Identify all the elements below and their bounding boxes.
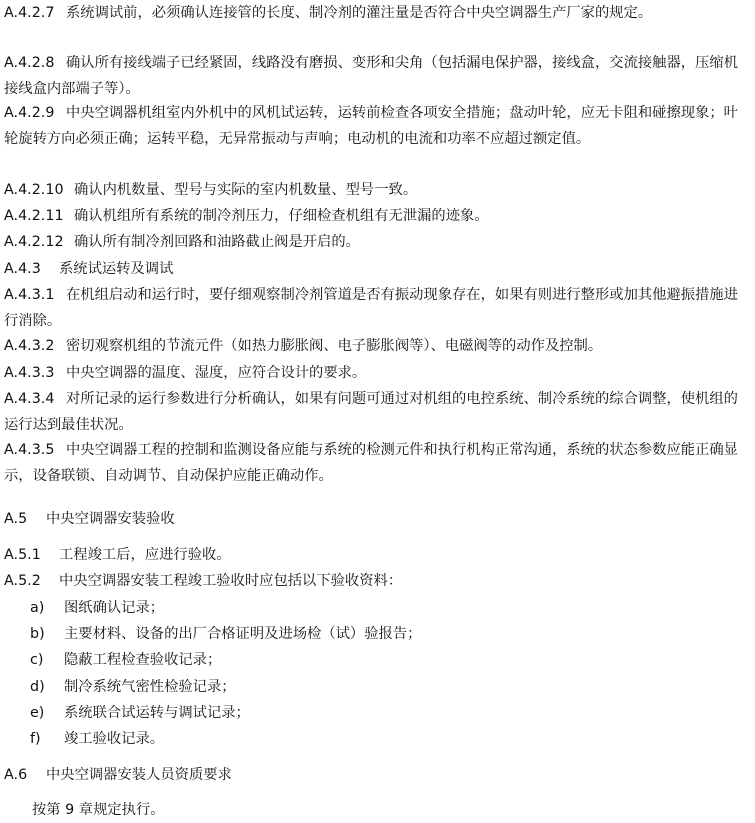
clause-a52 [4,568,749,594]
heading-a6 [4,762,749,788]
list-marker: e) [30,705,45,721]
clause-number: A.4.2.10 [4,182,64,198]
list-item [30,595,164,621]
heading-a5 [4,506,749,532]
clause-text: 确认所有制冷剂回路和油路截止阀是开启的。 [74,234,360,250]
clause-text: 中央空调器的温度、湿度，应符合设计的要求。 [66,365,367,381]
list-item [30,674,236,700]
clause-number: A.4.2.7 [4,5,55,21]
clause-text: 在机组启动和运行时，要仔细观察制冷剂管道是否有振动现象存在，如果有则进行整形或加其他避振措施进行消除。 [4,287,738,329]
clause-number: A.4.2.9 [4,105,55,121]
section-number: A.6 [4,767,28,783]
section-number: A.4.3 [4,261,41,277]
clause-number: A.4.3.2 [4,338,55,354]
clause-a433 [4,360,749,386]
clause-a51 [4,542,749,568]
clause-a428 [4,50,749,102]
clause-number: A.4.2.12 [4,234,64,250]
section-title: 系统试运转及调试 [59,261,174,277]
section-title: 中央空调器安装验收 [46,511,175,527]
clause-text: 对所记录的运行参数进行分析确认，如果有问题可通过对机组的电控系统、制冷系统的综合调整，使机组的运行达到最佳状况。 [4,391,738,433]
heading-a43 [4,256,749,282]
clause-number: A.4.3.5 [4,442,55,458]
clause-text: 确认内机数量、型号与实际的室内机数量、型号一致。 [74,182,418,198]
list-marker: a) [30,600,45,616]
list-item [30,726,164,752]
list-text: 图纸确认记录； [64,600,165,616]
clause-number: A.5.2 [4,573,41,589]
list-item [30,700,250,726]
clause-number: A.4.3.4 [4,391,55,407]
clause-a4211 [4,203,749,229]
clause-a4212 [4,229,749,255]
list-marker: c) [30,652,44,668]
clause-a435 [4,437,749,489]
clause-a432 [4,333,749,359]
clause-number: A.4.2.11 [4,208,64,224]
clause-text: 工程竣工后，应进行验收。 [59,547,231,563]
list-text: 竣工验收记录。 [64,731,165,747]
clause-text: 确认机组所有系统的制冷剂压力，仔细检查机组有无泄漏的迹象。 [74,208,489,224]
clause-a4210 [4,177,749,203]
clause-a434 [4,386,749,438]
list-text: 系统联合试运转与调试记录； [64,705,250,721]
list-marker: d) [30,679,45,695]
clause-a427 [4,0,749,26]
clause-number: A.4.3.1 [4,287,55,303]
clause-text: 密切观察机组的节流元件（如热力膨胀阀、电子膨胀阀等）、电磁阀等的动作及控制。 [66,338,603,354]
section-number: A.5 [4,511,28,527]
a6-body-text: 按第 9 章规定执行。 [32,802,165,818]
list-item [30,647,221,673]
clause-a429 [4,100,749,152]
list-marker: b) [30,626,45,642]
section-title: 中央空调器安装人员资质要求 [46,767,232,783]
clause-number: A.4.3.3 [4,365,55,381]
clause-text: 系统调试前，必须确认连接管的长度、制冷剂的灌注量是否符合中央空调器生产厂家的规定。 [66,5,653,21]
clause-text: 确认所有接线端子已经紧固，线路没有磨损、变形和尖角（包括漏电保护器，接线盒，交流接触器，压缩机接线盒内部端子等）。 [4,55,738,97]
list-text: 隐蔽工程检查验收记录； [64,652,222,668]
clause-text: 中央空调器工程的控制和监测设备应能与系统的检测元件和执行机构正常沟通，系统的状态参数应能正确显示，设备联锁、自动调节、自动保护应能正确动作。 [4,442,738,484]
clause-text: 中央空调器机组室内外机中的风机试运转，运转前检查各项安全措施；盘动叶轮，应无卡阻和碰擦现象；叶轮旋转方向必须正确；运转平稳，无异常振动与声响；电动机的电流和功率不应超过额定值。 [4,105,738,147]
clause-number: A.5.1 [4,547,41,563]
clause-a431 [4,282,749,334]
list-marker: f) [30,731,41,747]
clause-number: A.4.2.8 [4,55,55,71]
list-text: 制冷系统气密性检验记录； [64,679,236,695]
clause-text: 中央空调器安装工程竣工验收时应包括以下验收资料： [59,573,403,589]
list-text: 主要材料、设备的出厂合格证明及进场检（试）验报告； [64,626,422,642]
list-item [30,621,421,647]
